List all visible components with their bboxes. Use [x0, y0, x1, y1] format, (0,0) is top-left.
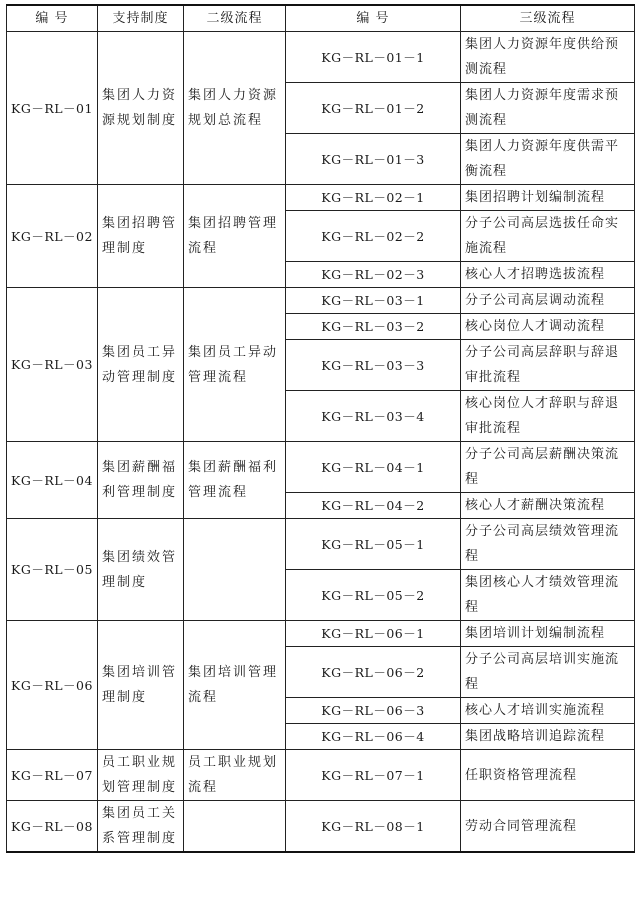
- sub-code-cell: KG－RL－05－1: [286, 519, 461, 570]
- table-row: [7, 750, 635, 801]
- level2-process-cell: 集团薪酬福利管理流程: [184, 442, 286, 519]
- sub-code-cell: KG－RL－06－2: [286, 647, 461, 698]
- level2-process-cell: 集团培训管理流程: [184, 621, 286, 750]
- level3-process-cell: 任职资格管理流程: [461, 750, 635, 801]
- level2-process-cell: 员工职业规划流程: [184, 750, 286, 801]
- header-code: 编 号: [7, 5, 98, 32]
- group-code-cell: KG－RL－05: [7, 519, 98, 621]
- level3-process-cell: 集团招聘计划编制流程: [461, 185, 635, 211]
- level3-process-cell: 分子公司高层薪酬决策流程: [461, 442, 635, 493]
- level2-process-cell: 集团人力资源规划总流程: [184, 32, 286, 185]
- level3-process-cell: 劳动合同管理流程: [461, 801, 635, 853]
- level3-process-cell: 分子公司高层绩效管理流程: [461, 519, 635, 570]
- level3-process-cell: 分子公司高层培训实施流程: [461, 647, 635, 698]
- level3-process-cell: 分子公司高层选拔任命实施流程: [461, 211, 635, 262]
- sub-code-cell: KG－RL－08－1: [286, 801, 461, 853]
- sub-code-cell: KG－RL－06－1: [286, 621, 461, 647]
- sub-code-cell: KG－RL－03－4: [286, 391, 461, 442]
- header-row: [7, 5, 635, 32]
- support-system-cell: 集团绩效管理制度: [98, 519, 184, 621]
- group-code-cell: KG－RL－01: [7, 32, 98, 185]
- level3-process-cell: 集团培训计划编制流程: [461, 621, 635, 647]
- table-row: [7, 801, 635, 853]
- level2-process-cell: [184, 519, 286, 621]
- level3-process-cell: 核心人才培训实施流程: [461, 698, 635, 724]
- group-code-cell: KG－RL－02: [7, 185, 98, 288]
- table-row: [7, 442, 635, 493]
- sub-code-cell: KG－RL－07－1: [286, 750, 461, 801]
- group-code-cell: KG－RL－08: [7, 801, 98, 853]
- level3-process-cell: 核心人才薪酬决策流程: [461, 493, 635, 519]
- sub-code-cell: KG－RL－02－3: [286, 262, 461, 288]
- group-code-cell: KG－RL－07: [7, 750, 98, 801]
- group-code-cell: KG－RL－06: [7, 621, 98, 750]
- group-code-cell: KG－RL－04: [7, 442, 98, 519]
- sub-code-cell: KG－RL－03－3: [286, 340, 461, 391]
- sub-code-cell: KG－RL－01－2: [286, 83, 461, 134]
- sub-code-cell: KG－RL－06－4: [286, 724, 461, 750]
- support-system-cell: 集团人力资源规划制度: [98, 32, 184, 185]
- support-system-cell: 集团员工异动管理制度: [98, 288, 184, 442]
- header-level2-process: 二级流程: [184, 5, 286, 32]
- sub-code-cell: KG－RL－01－1: [286, 32, 461, 83]
- table-row: [7, 32, 635, 83]
- table-row: [7, 288, 635, 314]
- level2-process-cell: [184, 801, 286, 853]
- level2-process-cell: 集团员工异动管理流程: [184, 288, 286, 442]
- support-system-cell: 集团员工关系管理制度: [98, 801, 184, 853]
- level3-process-cell: 核心岗位人才辞职与辞退审批流程: [461, 391, 635, 442]
- sub-code-cell: KG－RL－01－3: [286, 134, 461, 185]
- level3-process-cell: 核心岗位人才调动流程: [461, 314, 635, 340]
- header-level3-process: 三级流程: [461, 5, 635, 32]
- sub-code-cell: KG－RL－02－2: [286, 211, 461, 262]
- table-row: [7, 621, 635, 647]
- sub-code-cell: KG－RL－04－2: [286, 493, 461, 519]
- level3-process-cell: 核心人才招聘选拔流程: [461, 262, 635, 288]
- sub-code-cell: KG－RL－05－2: [286, 570, 461, 621]
- level3-process-cell: 集团人力资源年度需求预测流程: [461, 83, 635, 134]
- table-row: [7, 519, 635, 570]
- level3-process-cell: 分子公司高层辞职与辞退审批流程: [461, 340, 635, 391]
- level3-process-cell: 集团人力资源年度供需平衡流程: [461, 134, 635, 185]
- header-support-system: 支持制度: [98, 5, 184, 32]
- sub-code-cell: KG－RL－04－1: [286, 442, 461, 493]
- sub-code-cell: KG－RL－03－1: [286, 288, 461, 314]
- support-system-cell: 员工职业规划管理制度: [98, 750, 184, 801]
- table-body: [7, 32, 635, 853]
- process-table: [6, 4, 635, 853]
- table-row: [7, 185, 635, 211]
- support-system-cell: 集团招聘管理制度: [98, 185, 184, 288]
- level2-process-cell: 集团招聘管理流程: [184, 185, 286, 288]
- group-code-cell: KG－RL－03: [7, 288, 98, 442]
- sub-code-cell: KG－RL－03－2: [286, 314, 461, 340]
- level3-process-cell: 集团核心人才绩效管理流程: [461, 570, 635, 621]
- support-system-cell: 集团培训管理制度: [98, 621, 184, 750]
- support-system-cell: 集团薪酬福利管理制度: [98, 442, 184, 519]
- sub-code-cell: KG－RL－02－1: [286, 185, 461, 211]
- level3-process-cell: 集团人力资源年度供给预测流程: [461, 32, 635, 83]
- header-sub-code: 编 号: [286, 5, 461, 32]
- level3-process-cell: 集团战略培训追踪流程: [461, 724, 635, 750]
- sub-code-cell: KG－RL－06－3: [286, 698, 461, 724]
- level3-process-cell: 分子公司高层调动流程: [461, 288, 635, 314]
